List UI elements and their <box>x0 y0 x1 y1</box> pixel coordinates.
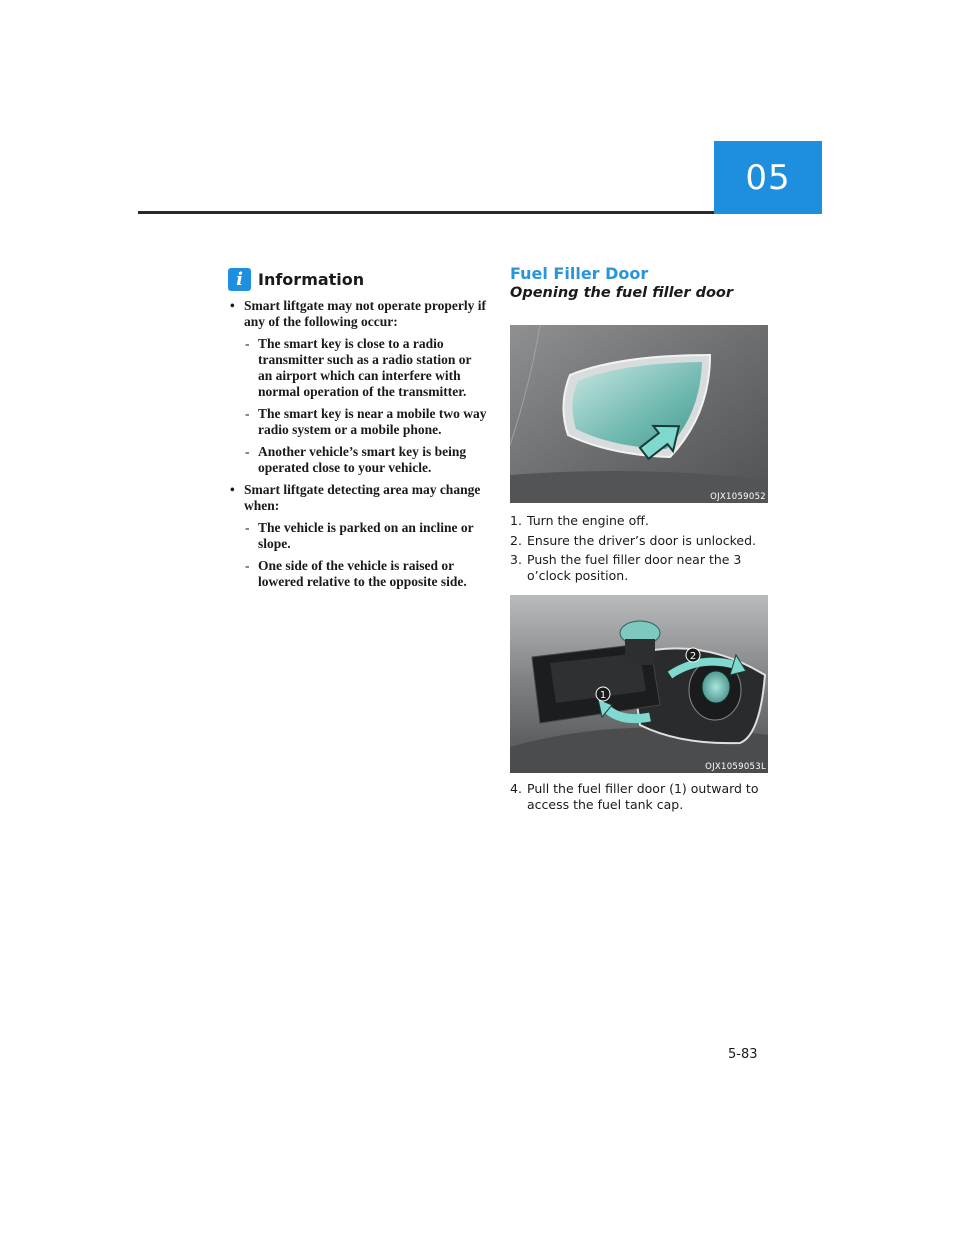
info-bullet-2: • Smart liftgate detecting area may change when: <box>228 482 488 514</box>
info-subitem: - The smart key is close to a radio transmitter such as a radio station or an airport which can interfere with normal operation of the transmitter. <box>228 336 488 400</box>
info-subitem: - One side of the vehicle is raised or lowered relative to the opposite side. <box>228 558 488 590</box>
information-box <box>228 266 488 590</box>
info-subitem: - The vehicle is parked on an incline or slope. <box>228 520 488 552</box>
figure-code: OJX1059052 <box>710 492 766 502</box>
info-subitem: - The smart key is near a mobile two way radio system or a mobile phone. <box>228 406 488 438</box>
steps-list-b <box>510 781 770 812</box>
info-icon: i <box>228 268 251 291</box>
chapter-tab <box>714 141 822 214</box>
step-item <box>510 513 770 529</box>
step-text: Pull the fuel filler door (1) outward to access the fuel tank cap. <box>527 781 759 812</box>
step-number: 1. <box>510 513 522 528</box>
header-divider <box>138 211 714 214</box>
page-number: 5-83 <box>728 1047 758 1062</box>
step-item <box>510 552 770 583</box>
fuel-door-push-figure <box>510 325 768 503</box>
step-text: Turn the engine off. <box>527 513 649 528</box>
callout-label: 2 <box>689 651 697 662</box>
info-subitem: - Another vehicle’s smart key is being operated close to your vehicle. <box>228 444 488 476</box>
callout-2 <box>686 648 700 662</box>
callout-1 <box>596 687 610 701</box>
step-number: 3. <box>510 552 522 567</box>
fuel-door-open-figure <box>510 595 768 773</box>
steps-list-a <box>510 513 770 583</box>
callout-label: 1 <box>599 690 607 701</box>
chapter-number: 05 <box>745 157 791 198</box>
step-item <box>510 781 770 812</box>
info-bullet-1: • Smart liftgate may not operate properly if any of the following occur: <box>228 298 488 330</box>
step-item <box>510 533 770 549</box>
fuel-door-push-illustration <box>510 325 768 503</box>
information-title: Information <box>258 269 365 289</box>
step-text: Push the fuel filler door near the 3 o’clock position. <box>527 552 742 583</box>
figure-code: OJX1059053L <box>705 762 766 772</box>
info-bullet-1-subitems <box>228 336 488 476</box>
fuel-filler-section <box>510 264 770 812</box>
step-number: 4. <box>510 781 522 796</box>
section-title: Fuel Filler Door <box>510 264 649 283</box>
fuel-door-open-illustration <box>510 595 768 773</box>
step-number: 2. <box>510 532 522 548</box>
information-heading <box>228 266 488 292</box>
info-bullet-2-subitems <box>228 520 488 590</box>
step-text: Ensure the driver’s door is unlocked. <box>527 532 757 548</box>
section-subtitle: Opening the fuel filler door <box>510 285 734 301</box>
